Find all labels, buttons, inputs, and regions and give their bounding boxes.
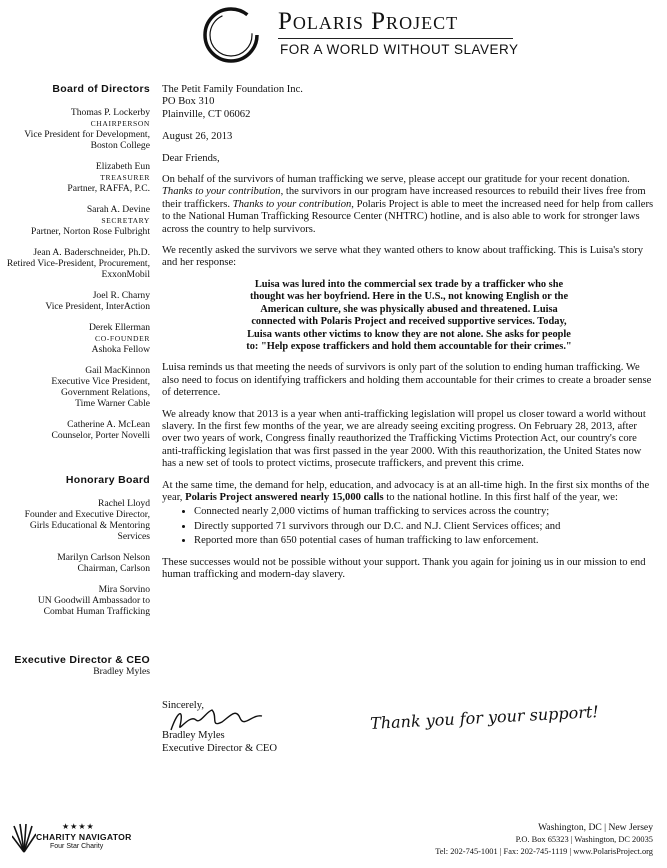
member-affiliation: Chairman, Carlson	[77, 563, 150, 574]
rating-stars: ★★★★	[62, 822, 95, 831]
compass-rays-icon	[12, 822, 36, 858]
board-member	[0, 161, 150, 194]
member-affiliation: Government Relations,	[61, 387, 150, 398]
charity-rating: Four Star Charity	[50, 843, 104, 850]
member-affiliation: UN Goodwill Ambassador to	[37, 595, 150, 606]
member-affiliation: Combat Human Trafficking	[43, 606, 150, 617]
signature-scribble-icon	[166, 706, 286, 734]
achievements-list	[162, 506, 656, 547]
member-affiliation: Retired Vice-President, Procurement,	[6, 258, 150, 269]
member-affiliation: Girls Educational & Mentoring	[29, 520, 150, 531]
footer-contact-line: Tel: 202-745-1001 | Fax: 202-745-1119 | www.PolarisProject.org	[435, 847, 653, 856]
address-line: Plainville, CT 06062	[162, 108, 251, 120]
board-member	[0, 322, 150, 355]
member-affiliation: Ashoka Fellow	[91, 344, 150, 355]
member-name: Jean A. Baderschneider, Ph.D.	[33, 247, 150, 258]
honorary-members	[0, 498, 150, 617]
footer-po-box: P.O. Box 65323 | Washington, DC 20035	[515, 835, 653, 844]
member-role: SECRETARY	[101, 216, 150, 225]
letter-date: August 26, 2013	[162, 131, 233, 143]
charity-navigator-badge	[10, 822, 150, 862]
board-member	[0, 552, 150, 574]
member-name: Marilyn Carlson Nelson	[57, 552, 150, 563]
recipient-address	[162, 84, 656, 121]
member-affiliation: Partner, RAFFA, P.C.	[67, 183, 150, 194]
calls-highlight: Polaris Project answered nearly 15,000 calls	[185, 491, 384, 503]
member-affiliation: Counselor, Porter Novelli	[51, 430, 150, 441]
board-member	[0, 247, 150, 280]
survivor-quote	[162, 279, 656, 353]
board-member	[0, 107, 150, 151]
honorary-heading: Honorary Board	[65, 474, 150, 486]
member-name: Joel R. Charny	[92, 290, 150, 301]
board-member	[0, 498, 150, 542]
board-heading: Board of Directors	[52, 83, 150, 95]
paragraph-1: On behalf of the survivors of human trafficking we serve, please accept our gratitude for your recent donation. Thanks to your contribution, the survivors in our program have increased resources to rebuild their lives free from their traffickers. Thanks to your contribution, Polaris Project is able to meet the increased need for help from callers to the National Human Trafficking Resource Center (NHTRC) hotline, and is also able to work for stronger laws across the country to help survivors.	[162, 174, 654, 235]
polaris-ring-logo-icon	[200, 4, 262, 66]
org-tagline: FOR A WORLD WITHOUT SLAVERY	[280, 42, 519, 57]
paragraph-6: These successes would not be possible without your support. Thank you again for joining us in our mission to end human trafficking and modern-day slavery.	[162, 556, 646, 580]
quote-line: to: "Help expose traffickers and hold them accountable for their crimes."	[246, 340, 572, 352]
paragraph-4: We already know that 2013 is a year when anti-trafficking legislation will propel us closer toward a world without slavery. In the first few months of the year, we are already seeing exciting progress. On February 28, 2013, after over two years of work, Congress finally reauthorized the Trafficking Victims Protection Act, our country's core anti-trafficking legislation that was first passed in the year 2000. With this reauthorization, the United States now has a new set of tools to protect victims, prosecute traffickers, and prevent this crime.	[162, 408, 646, 470]
list-item: • Connected nearly 2,000 victims of human trafficking to services across the country;	[194, 506, 656, 518]
member-name: Mira Sorvino	[98, 584, 150, 595]
board-member	[0, 290, 150, 312]
exec-name: Bradley Myles	[93, 666, 150, 677]
header-rule	[278, 38, 513, 39]
member-name: Elizabeth Eun	[95, 161, 150, 172]
member-affiliation: ExxonMobil	[101, 269, 150, 280]
letter-body	[162, 84, 656, 590]
charity-navigator-name: CHARITY NAVIGATOR	[36, 832, 132, 842]
footer-contact	[435, 822, 653, 858]
quote-line: Luisa wants other victims to know they are not alone. She asks for people	[247, 328, 571, 340]
quote-line: connected with Polaris Project and received supportive services. Today,	[251, 316, 567, 328]
paragraph-3: Luisa reminds us that meeting the needs of survivors is only part of the solution to ending human trafficking. We also need to focus on identifying traffickers and holding them accountable for their crimes to create a broader sense of deterrence.	[162, 362, 652, 399]
quote-line: Luisa was lured into the commercial sex trade by a trafficker who she	[254, 278, 564, 290]
member-affiliation: Vice President for Development,	[24, 129, 150, 140]
member-name: Catherine A. McLean	[67, 419, 150, 430]
signer-name: Bradley Myles	[162, 730, 225, 742]
member-affiliation: Boston College	[90, 140, 150, 151]
member-affiliation: Founder and Executive Director,	[24, 509, 150, 520]
footer-offices: Washington, DC | New Jersey	[538, 822, 653, 833]
emphasis: Thanks to your contribution	[162, 186, 281, 198]
closing: Sincerely,	[162, 700, 204, 711]
member-affiliation: Vice President, InterAction	[45, 301, 150, 312]
signer-title: Executive Director & CEO	[162, 742, 278, 754]
letterhead	[200, 4, 660, 66]
address-line: The Petit Family Foundation Inc.	[162, 84, 303, 95]
member-name: Gail MacKinnon	[85, 365, 150, 376]
member-name: Rachel Lloyd	[98, 498, 150, 509]
member-affiliation: Executive Vice President,	[51, 376, 150, 387]
member-name: Derek Ellerman	[89, 322, 150, 333]
member-name: Thomas P. Lockerby	[70, 107, 150, 118]
quote-line: thought was her boyfriend. Here in the U.S., not knowing English or the	[249, 291, 569, 303]
member-role: TREASURER	[100, 173, 150, 182]
paragraph-5: At the same time, the demand for help, education, and advocacy is at an all-time high. In the first six months of the year, Polaris Project answered nearly 15,000 calls to the national hotline. In this first half of the year, we:	[162, 479, 650, 503]
board-member	[0, 365, 150, 409]
member-role: CO-FOUNDER	[95, 334, 150, 343]
member-affiliation: Partner, Norton Rose Fulbright	[31, 226, 150, 237]
member-role: CHAIRPERSON	[90, 119, 150, 128]
salutation: Dear Friends,	[162, 152, 220, 164]
org-name: Polaris Project	[278, 8, 459, 35]
board-member	[0, 584, 150, 617]
board-member	[0, 204, 150, 237]
member-name: Sarah A. Devine	[86, 204, 150, 215]
board-member	[0, 419, 150, 441]
exec-heading: Executive Director & CEO	[14, 654, 150, 666]
member-affiliation: Services	[117, 531, 150, 542]
handwritten-note: Thank you for your support!	[369, 702, 600, 733]
paragraph-2: We recently asked the survivors we serve what they wanted others to know about trafficking. This is Luisa's story and her response:	[162, 245, 644, 269]
sidebar-board-list	[0, 84, 150, 677]
board-members	[0, 107, 150, 441]
quote-line: American culture, she was physically abused and threatened. Luisa	[260, 303, 558, 315]
emphasis: Thanks to your contribution	[232, 198, 352, 210]
list-item: • Directly supported 71 survivors through our D.C. and N.J. Client Services offices; and	[194, 521, 656, 533]
address-line: PO Box 310	[162, 96, 215, 108]
member-affiliation: Time Warner Cable	[75, 398, 150, 409]
list-item: • Reported more than 650 potential cases of human trafficking to law enforcement.	[194, 535, 656, 547]
